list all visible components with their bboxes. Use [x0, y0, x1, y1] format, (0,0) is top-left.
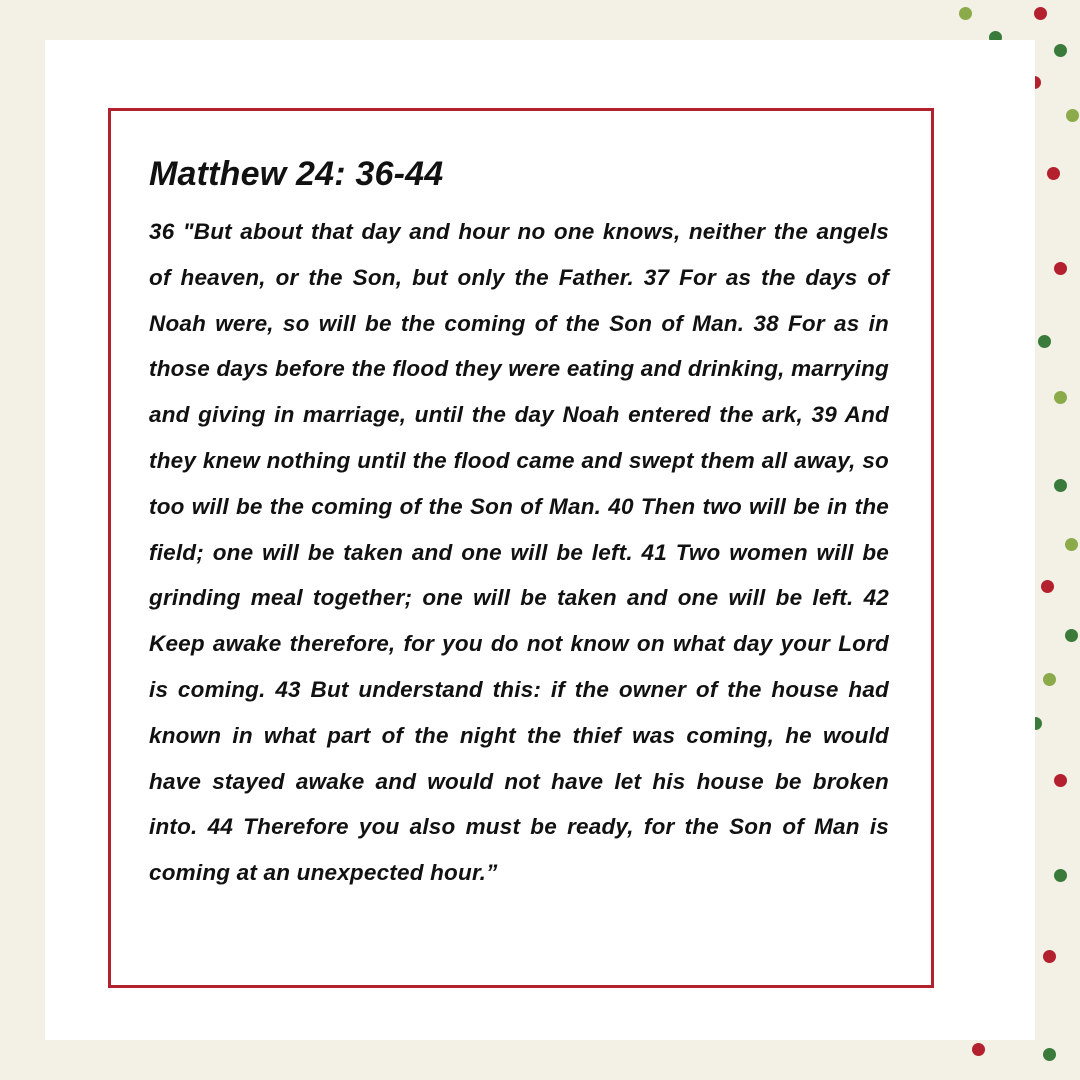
scripture-reference-title: Matthew 24: 36-44 [149, 155, 444, 193]
confetti-dot [1054, 391, 1067, 404]
confetti-dot [1054, 44, 1067, 57]
confetti-dot [959, 7, 972, 20]
scripture-passage-text: 36 "But about that day and hour no one knows, neither the angels of heaven, or the Son, but only the Father. 37 For as the days of Noah were, so will be the coming of the Son of Man. 38 For as in those days before the flood they were eating and drinking, marrying and giving in marriage, until the day Noah entered the ark, 39 And they knew nothing until the flood came and swept them all away, so too will be the coming of the Son of Man. 40 Then two will be in the field; one will be taken and one will be left. 41 Two women will be grinding meal together; one will be taken and one will be left. 42 Keep awake therefore, for you do not know on what day your Lord is coming. 43 But understand this: if the owner of the house had known in what part of the night the thief was coming, he would have stayed awake and would not have let his house be broken into. 44 Therefore you also must be ready, for the Son of Man is coming at an unexpected hour.” [149, 219, 889, 886]
confetti-dot [1054, 774, 1067, 787]
confetti-dot [1034, 7, 1047, 20]
confetti-dot [1041, 580, 1054, 593]
confetti-dot [1065, 629, 1078, 642]
confetti-dot [1066, 109, 1079, 122]
confetti-dot [1065, 538, 1078, 551]
confetti-dot [1047, 167, 1060, 180]
confetti-dot [1054, 869, 1067, 882]
confetti-dot [1054, 262, 1067, 275]
confetti-dot [972, 1043, 985, 1056]
confetti-dot [1043, 950, 1056, 963]
confetti-dot [1043, 1048, 1056, 1061]
confetti-dot [1038, 335, 1051, 348]
confetti-dot [1043, 673, 1056, 686]
confetti-dot [1054, 479, 1067, 492]
